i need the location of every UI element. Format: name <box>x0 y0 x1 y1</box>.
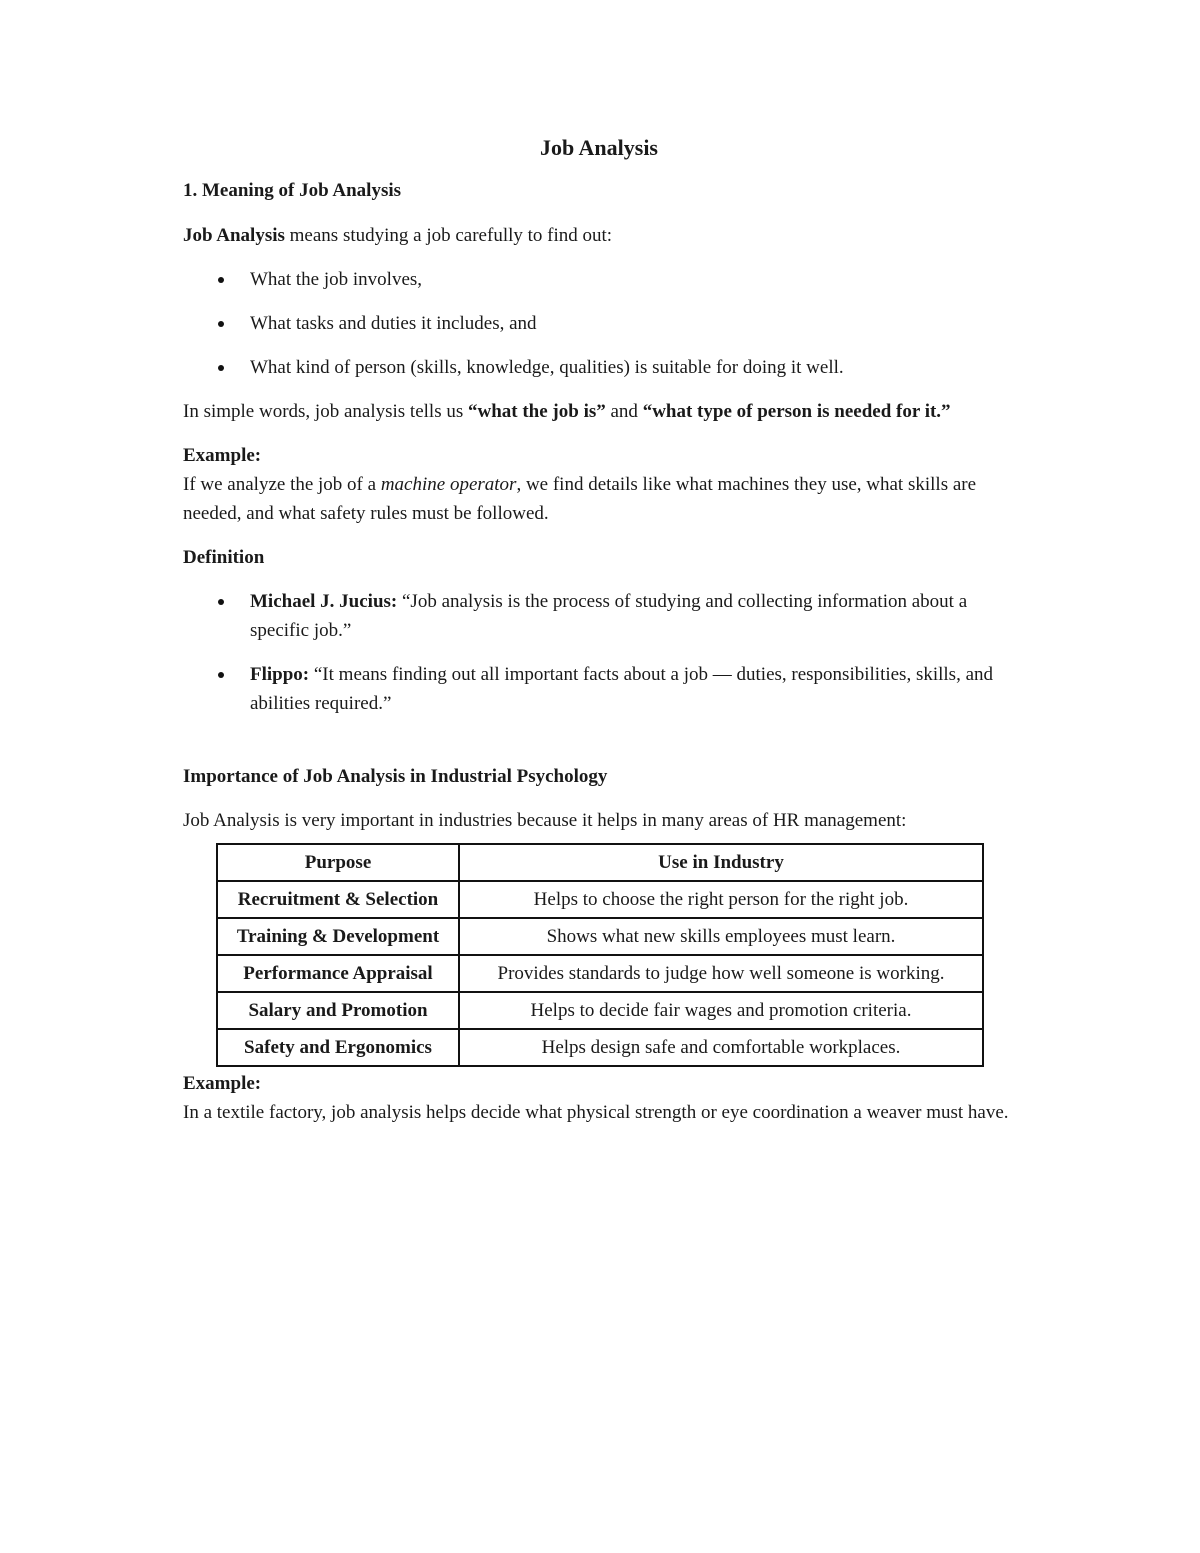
table-row <box>217 992 983 1029</box>
meaning-bullet-list <box>183 265 1015 382</box>
document-title: Job Analysis <box>540 135 658 160</box>
purpose-cell: Recruitment & Selection <box>217 881 459 918</box>
use-cell: Helps to decide fair wages and promotion criteria. <box>459 992 983 1029</box>
simple-bold-job: “what the job is” <box>467 401 606 422</box>
use-cell: Helps design safe and comfortable workplaces. <box>459 1029 983 1066</box>
section-heading-meaning: 1. Meaning of Job Analysis <box>183 180 402 201</box>
table-row <box>217 1029 983 1066</box>
use-cell: Helps to choose the right person for the right job. <box>459 881 983 918</box>
purpose-table <box>216 843 984 1067</box>
list-item: What tasks and duties it includes, and <box>183 309 1015 338</box>
table-row <box>217 955 983 992</box>
simple-bold-person: “what type of person is needed for it.” <box>642 401 951 422</box>
table-row <box>217 881 983 918</box>
document-page <box>183 132 1015 1142</box>
example-post: , we find details like what machines they use, what skills are needed, and what safety rules must be followed. <box>183 474 977 524</box>
simple-prefix: In simple words, job analysis tells us <box>183 401 468 422</box>
list-item <box>183 660 1015 718</box>
use-cell: Provides standards to judge how well someone is working. <box>459 955 983 992</box>
purpose-cell: Training & Development <box>217 918 459 955</box>
purpose-cell: Salary and Promotion <box>217 992 459 1029</box>
section-heading-importance: Importance of Job Analysis in Industrial Psychology <box>183 766 608 787</box>
column-header-use: Use in Industry <box>459 844 983 881</box>
spacer <box>183 733 1015 762</box>
purpose-cell: Performance Appraisal <box>217 955 459 992</box>
example-label-2: Example: <box>183 1073 262 1094</box>
purpose-cell: Safety and Ergonomics <box>217 1029 459 1066</box>
textile-example-paragraph: In a textile factory, job analysis helps decide what physical strength or eye coordination a weaver must have. <box>183 1102 1009 1123</box>
table-header-row <box>217 844 983 881</box>
list-item <box>183 587 1015 645</box>
table-row <box>217 918 983 955</box>
list-item: What the job involves, <box>183 265 1015 294</box>
importance-intro: Job Analysis is very important in industries because it helps in many areas of HR management: <box>183 810 907 831</box>
simple-words-paragraph <box>183 397 1015 426</box>
definition-author: Flippo: <box>250 664 310 685</box>
example-label: Example: <box>183 445 262 466</box>
intro-paragraph <box>183 221 1015 250</box>
example-pre: If we analyze the job of a <box>183 474 381 495</box>
list-item: What kind of person (skills, knowledge, qualities) is suitable for doing it well. <box>183 353 1015 382</box>
definition-quote: “It means finding out all important facts about a job — duties, responsibilities, skills, and abilities required.” <box>250 664 994 714</box>
definition-author: Michael J. Jucius: <box>250 591 398 612</box>
section-heading-definition: Definition <box>183 547 265 568</box>
example-italic-term: machine operator <box>380 474 517 495</box>
use-cell: Shows what new skills employees must learn. <box>459 918 983 955</box>
definition-quote: “Job analysis is the process of studying and collecting information about a specific job.” <box>250 591 968 641</box>
simple-mid: and <box>605 401 643 422</box>
intro-term: Job Analysis <box>183 225 285 246</box>
intro-text: means studying a job carefully to find out: <box>284 225 613 246</box>
column-header-purpose: Purpose <box>217 844 459 881</box>
definition-list <box>183 587 1015 718</box>
example-paragraph <box>183 470 1015 528</box>
